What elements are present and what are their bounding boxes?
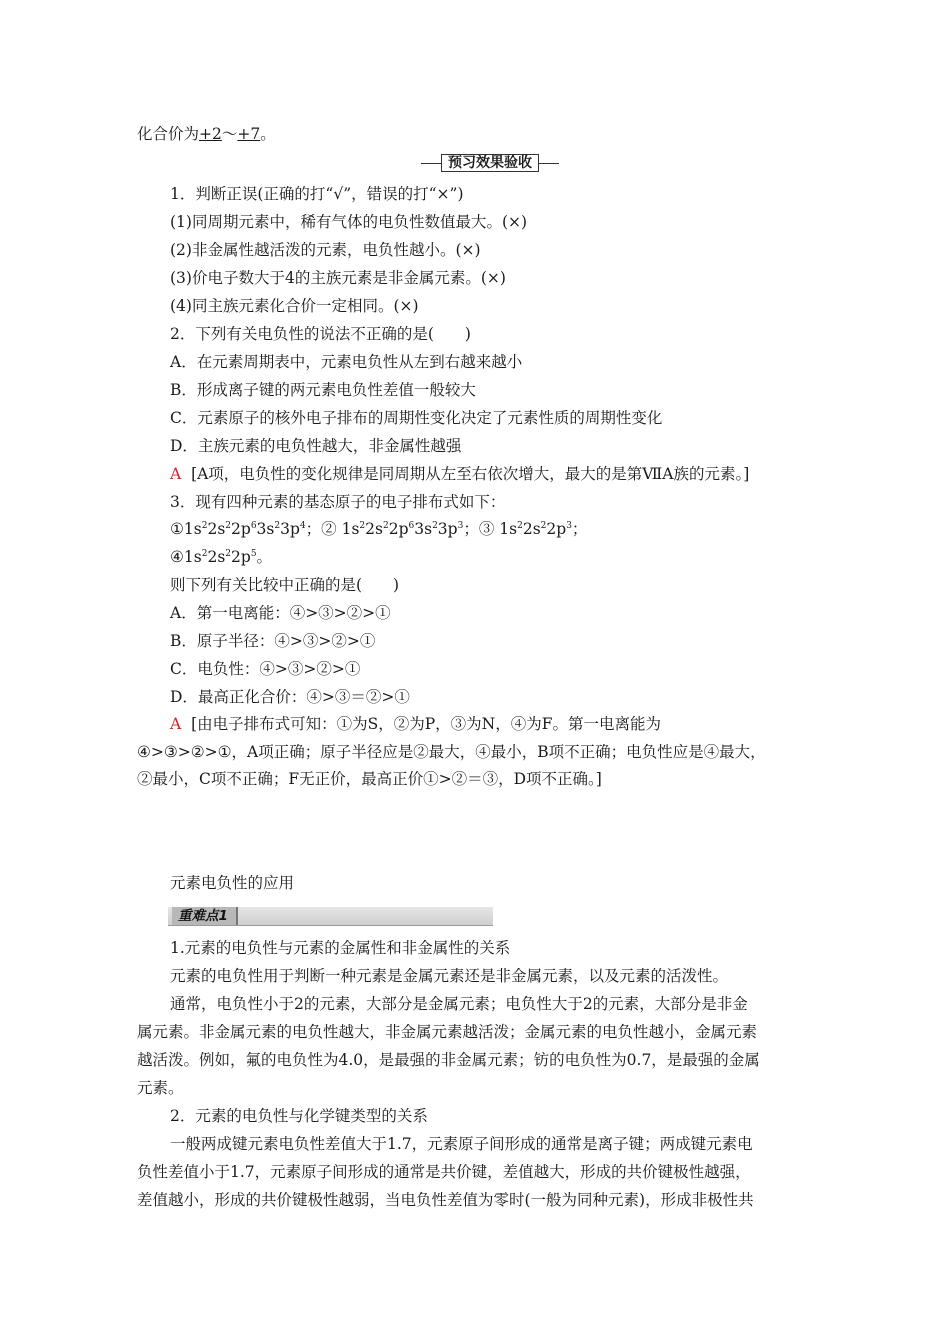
config-1: $①1s^22s^22p^63s^23p^4$； [170, 520, 322, 538]
q1-item: (1)同周期元素中，稀有气体的电负性数值最大。(×) [170, 213, 528, 231]
q3-answer-line [170, 714, 661, 734]
q1-item: (2)非金属性越活泼的元素，电负性越小。(×) [170, 241, 481, 259]
banner-title: 预习效果验收 [441, 154, 539, 172]
key-point-tag: 重难点1 [172, 907, 238, 925]
q2-option-b: B．形成离子键的两元素电负性差值一般较大 [170, 381, 476, 399]
q2-answer: A [170, 465, 182, 483]
heading-1: 1.元素的电负性与元素的金属性和非金属性的关系 [170, 939, 511, 957]
valence-low: +2 [199, 125, 222, 143]
q2-option-c: C．元素原子的核外电子排布的周期性变化决定了元素性质的周期性变化 [170, 409, 663, 427]
q3-configs-line [170, 519, 587, 539]
q2-option-a: A．在元素周期表中，元素电负性从左到右越来越小 [170, 353, 523, 371]
top-line [137, 124, 276, 144]
q3-explain: ②最小，C项不正确；F无正价，最高正价①>②＝③，D项不正确。] [137, 770, 602, 788]
q3-answer: A [170, 715, 182, 733]
q3-explain: ④>③>②>①，A项正确；原子半径应是②最大，④最小，B项不正确；电负性应是④最大， [137, 743, 766, 761]
paragraph-2: 通常，电负性小于2的元素，大部分是金属元素；电负性大于2的元素，大部分是非金 [170, 995, 748, 1013]
q3-stem: 3．现有四种元素的基态原子的电子排布式如下： [170, 493, 506, 511]
paragraph-3: 负性差值小于1.7，元素原子间形成的通常是共价键，差值越大，形成的共价键极性越强， [137, 1163, 751, 1181]
paragraph-2: 属元素。非金属元素的电负性越大，非金属元素越活泼；金属元素的电负性越小，金属元素 [137, 1023, 758, 1041]
config-3: ③ $1s^22s^22p^3$； [478, 520, 588, 538]
top-end: 。 [260, 125, 276, 143]
key-point-bar [168, 907, 493, 926]
paragraph-1: 元素的电负性用于判断一种元素是金属元素还是非金属元素，以及元素的活泼性。 [170, 967, 729, 985]
q1-item: (3)价电子数大于4的主族元素是非金属元素。(×) [170, 269, 506, 287]
top-sep: ～ [221, 125, 238, 143]
q2-explain: [A项，电负性的变化规律是同周期从左至右依次增大，最大的是第ⅦA族的元素。] [191, 465, 750, 483]
q2-stem: 2．下列有关电负性的说法不正确的是( ) [170, 325, 471, 343]
q3-option-c: C．电负性：④>③>②>① [170, 660, 361, 678]
section-title: 元素电负性的应用 [170, 874, 295, 892]
q2-answer-line [170, 464, 749, 484]
config-2: ② $1s^22s^22p^63s^23p^3$； [321, 520, 479, 538]
top-prefix: 化合价为 [137, 125, 200, 143]
section-banner [421, 153, 559, 173]
q3-option-b: B．原子半径：④>③>②>① [170, 632, 376, 650]
q3-explain: [由电子排布式可知：①为S，②为P，③为N，④为F。第一电离能为 [191, 715, 661, 733]
q3-option-d: D．最高正化合价：④>③＝②>① [170, 688, 410, 706]
paragraph-3: 差值越小，形成的共价键极性越弱，当电负性差值为零时(一般为同种元素)，形成非极性共 [137, 1191, 754, 1209]
q1-item: (4)同主族元素化合价一定相同。(×) [170, 297, 419, 315]
config-4: $④1s^22s^22p^5$。 [170, 548, 273, 566]
valence-high: +7 [237, 125, 261, 143]
heading-2: 2．元素的电负性与化学键类型的关系 [170, 1107, 428, 1125]
q3-ask: 则下列有关比较中正确的是( ) [170, 576, 400, 594]
q3-option-a: A．第一电离能：④>③>②>① [170, 604, 391, 622]
q1-stem: 1．判断正误(正确的打“√”，错误的打“×”) [170, 185, 464, 203]
paragraph-2: 越活泼。例如，氟的电负性为4.0，是最强的非金属元素；钫的电负性为0.7，是最强的金属 [137, 1051, 760, 1069]
paragraph-3: 一般两成键元素电负性差值大于1.7，元素原子间形成的通常是离子键；两成键元素电 [170, 1135, 753, 1153]
q2-option-d: D．主族元素的电负性越大，非金属性越强 [170, 437, 462, 455]
paragraph-2: 元素。 [137, 1079, 184, 1097]
